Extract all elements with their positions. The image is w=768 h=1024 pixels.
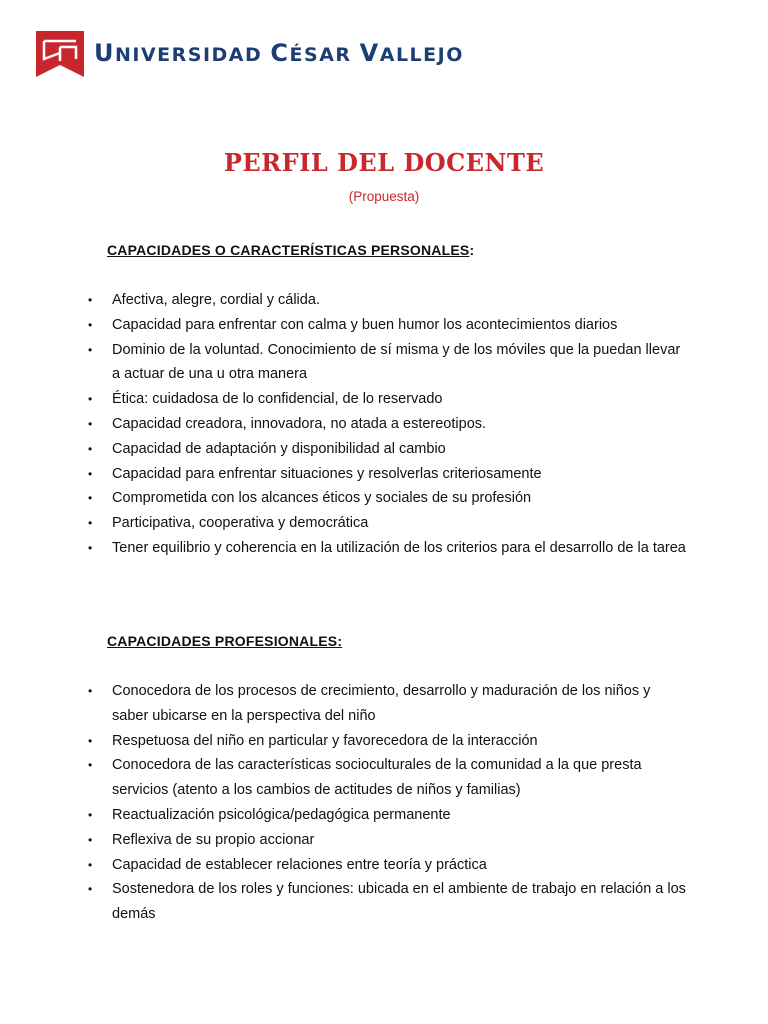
ucv-shield-logo-icon (36, 29, 84, 77)
list-item: • Reactualización psicológica/pedagógica permanente (88, 803, 688, 828)
bullet-icon: • (88, 540, 93, 555)
section-heading-personal: CAPACIDADES O CARACTERÍSTICAS PERSONALES: (107, 242, 475, 258)
list-item: • Dominio de la voluntad. Conocimiento de sí misma y de los móviles que la puedan llevar a actuar de una u otra manera (88, 338, 688, 388)
bullet-icon: • (88, 882, 93, 897)
list-item: • Sostenedora de los roles y funciones: ubicada en el ambiente de trabajo en relación a los demás (88, 877, 688, 927)
list-item: • Capacidad de establecer relaciones entre teoría y práctica (88, 853, 688, 878)
list-item: • Capacidad creadora, innovadora, no atada a estereotipos. (88, 412, 688, 437)
bullet-icon: • (88, 516, 93, 531)
bullet-icon: • (88, 342, 93, 357)
bullet-icon: • (88, 807, 93, 822)
list-item: • Tener equilibrio y coherencia en la utilización de los criterios para el desarrollo de la tarea (88, 536, 688, 561)
bullet-icon: • (88, 392, 93, 407)
list-item: • Participativa, cooperativa y democrática (88, 511, 688, 536)
list-item: • Comprometida con los alcances éticos y sociales de su profesión (88, 486, 688, 511)
list-item: • Reflexiva de su propio accionar (88, 828, 688, 853)
bullet-icon: • (88, 317, 93, 332)
document-subtitle: (Propuesta) (348, 189, 420, 204)
list-item: • Capacidad para enfrentar con calma y buen humor los acontecimientos diarios (88, 313, 688, 338)
bullet-icon: • (88, 733, 93, 748)
list-item: • Capacidad de adaptación y disponibilidad al cambio (88, 437, 688, 462)
list-item: • Conocedora de los procesos de crecimiento, desarrollo y maduración de los niños y saber ubicarse en la perspectiva del niño (88, 679, 688, 729)
bullet-icon: • (88, 758, 93, 773)
university-name: UNIVERSIDAD CÉSAR VALLEJO (94, 39, 464, 67)
bullet-icon: • (88, 416, 93, 431)
bullet-icon: • (88, 491, 93, 506)
bullet-icon: • (88, 441, 93, 456)
list-item: • Respetuosa del niño en particular y favorecedora de la interacción (88, 729, 688, 754)
list-item: • Capacidad para enfrentar situaciones y resolverlas criteriosamente (88, 462, 688, 487)
professional-capacities-list (88, 679, 688, 927)
list-item: • Conocedora de las características socioculturales de la comunidad a la que presta servicios (atento a los cambios de actitudes de niños y familias) (88, 753, 688, 803)
document-title: PERFIL DEL DOCENTE (223, 148, 545, 177)
list-item: • Ética: cuidadosa de lo confidencial, de lo reservado (88, 387, 688, 412)
list-item: • Afectiva, alegre, cordial y cálida. (88, 288, 688, 313)
bullet-icon: • (88, 293, 93, 307)
bullet-icon: • (88, 857, 93, 872)
bullet-icon: • (88, 684, 93, 698)
bullet-icon: • (88, 466, 93, 481)
university-header (36, 28, 464, 78)
bullet-icon: • (88, 832, 93, 847)
section-heading-professional: CAPACIDADES PROFESIONALES: (107, 633, 343, 649)
personal-capacities-list (88, 288, 688, 561)
